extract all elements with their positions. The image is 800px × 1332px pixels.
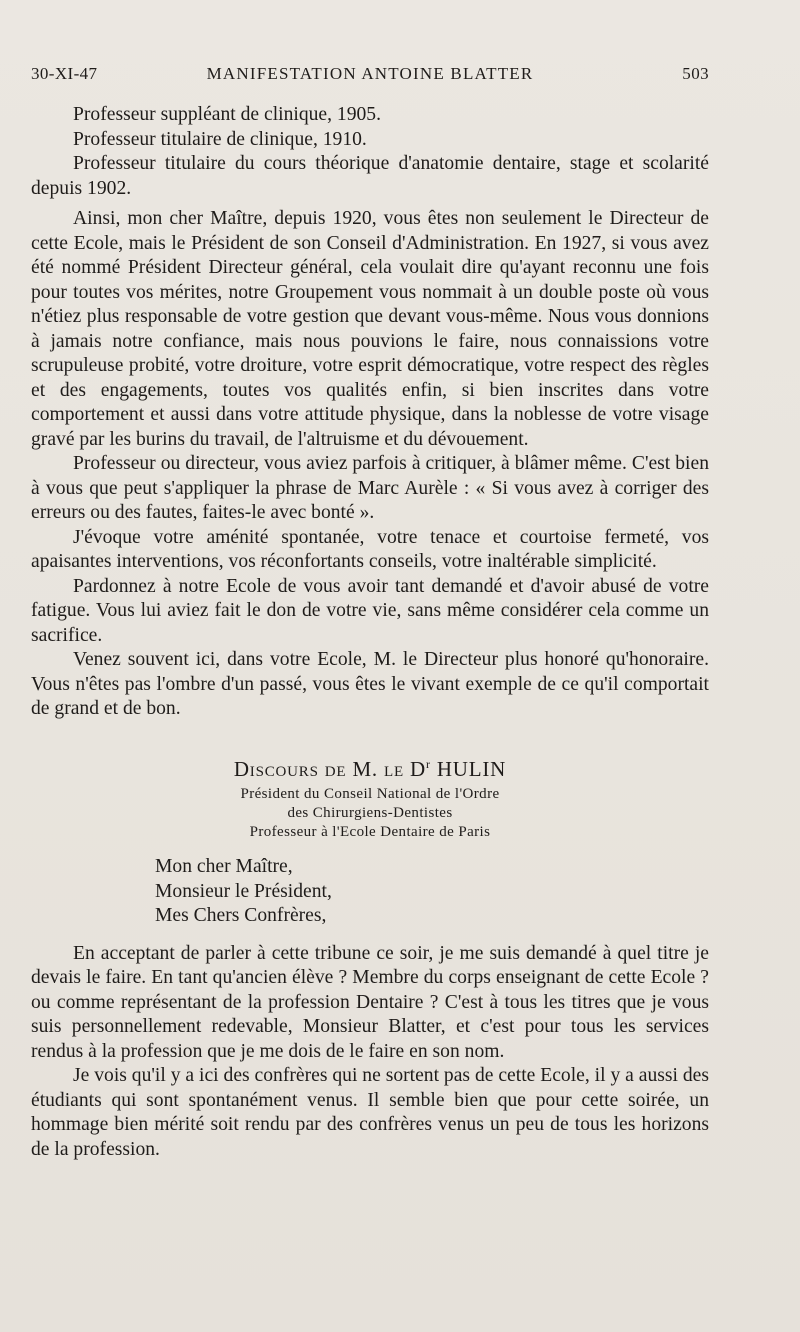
speaker-credentials — [31, 785, 709, 842]
page-body — [31, 103, 709, 1162]
cv-line: Professeur titulaire du cours théorique d'anatomie dentaire, stage et scolarité depuis 1902. — [31, 153, 709, 199]
salutation-line: Mon cher Maître, — [155, 856, 293, 877]
cv-line: Professeur titulaire de clinique, 1910. — [73, 128, 367, 150]
paragraph: Venez souvent ici, dans votre Ecole, M. le Directeur plus honoré qu'honoraire. Vous n'êtes pas l'ombre d'un passé, vous êtes le vivant exemple de ce qu'il comportait de grand et de bon. — [31, 649, 709, 719]
cv-list — [31, 103, 709, 201]
speech-title-prefix: Discours de M. le D — [233, 756, 426, 781]
paragraph: Professeur ou directeur, vous aviez parfois à critiquer, à blâmer même. C'est bien à vous que peut s'appliquer la phrase de Marc Aurèle : « Si vous avez à corriger des erreurs ou des fautes, faites-le avec bonté ». — [31, 453, 709, 523]
speech-title-name: HULIN — [436, 756, 507, 781]
credential-line: Président du Conseil National de l'Ordre — [240, 786, 500, 802]
salutation-line: Mes Chers Confrères, — [155, 905, 327, 926]
credential-line: Professeur à l'Ecole Dentaire de Paris — [249, 824, 491, 840]
speech-title — [31, 752, 709, 782]
credential-line: des Chirurgiens-Dentistes — [287, 805, 453, 821]
paragraph: Je vois qu'il y a ici des confrères qui ne sortent pas de cette Ecole, il y a aussi des étudiants qui sont spontanément venus. Il semble bien que pour cette soirée, un hommage bien mérité soit rendu par des confrères venus un peu de tous les horizons de la profession. — [31, 1065, 709, 1160]
cv-line: Professeur suppléant de clinique, 1905. — [73, 104, 381, 125]
speech-title-sup: r — [425, 756, 431, 771]
header-title: MANIFESTATION ANTOINE BLATTER — [206, 64, 534, 83]
paragraph: En acceptant de parler à cette tribune ce soir, je me suis demandé à quel titre je devais le faire. En tant qu'ancien élève ? Membre du corps enseignant de cette Ecole ? ou comme représentant de la profession Dentaire ? C'est à tous les titres que je vous suis personnellement redevable, Monsieur Blatter, et c'est pour tous les services rendus à la profession que je me dois de le faire en son nom. — [31, 942, 709, 1062]
paragraph: J'évoque votre aménité spontanée, votre tenace et courtoise fermeté, vos apaisantes interventions, vos réconfortants conseils, votre inaltérable simplicité. — [31, 526, 709, 572]
page-number: 503 — [682, 64, 709, 83]
header-date: 30-XI-47 — [31, 64, 98, 83]
paragraph: Pardonnez à notre Ecole de vous avoir tant demandé et d'avoir abusé de votre fatigue. Vous lui aviez fait le don de votre vie, sans même considérer cela comme un sacrifice. — [31, 575, 709, 646]
paragraph: Ainsi, mon cher Maître, depuis 1920, vous êtes non seulement le Directeur de cette Ecole, mais le Président de son Conseil d'Administration. En 1927, si vous avez été nommé Président Directeur général, cela voulait dire qu'ayant reconnu une fois pour toutes vos mérites, notre Groupement vous nommait à un double poste où vous n'étiez plus responsable de votre gestion que devant vous-même. Nous vous donnions à jamais notre confiance, mais nous pouvions le faire, nous connaissions votre scrupuleuse probité, votre droiture, votre esprit démocratique, votre respect des règles et des engagements, toutes vos qualités enfin, si bien inscrites dans votre comportement et aussi dans votre attitude physique, dans la noblesse de votre visage gravé par les burins du travail, de l'altruisme et du dévouement. — [31, 208, 709, 450]
salutation-line: Monsieur le Président, — [155, 880, 332, 902]
salutation — [155, 855, 709, 929]
